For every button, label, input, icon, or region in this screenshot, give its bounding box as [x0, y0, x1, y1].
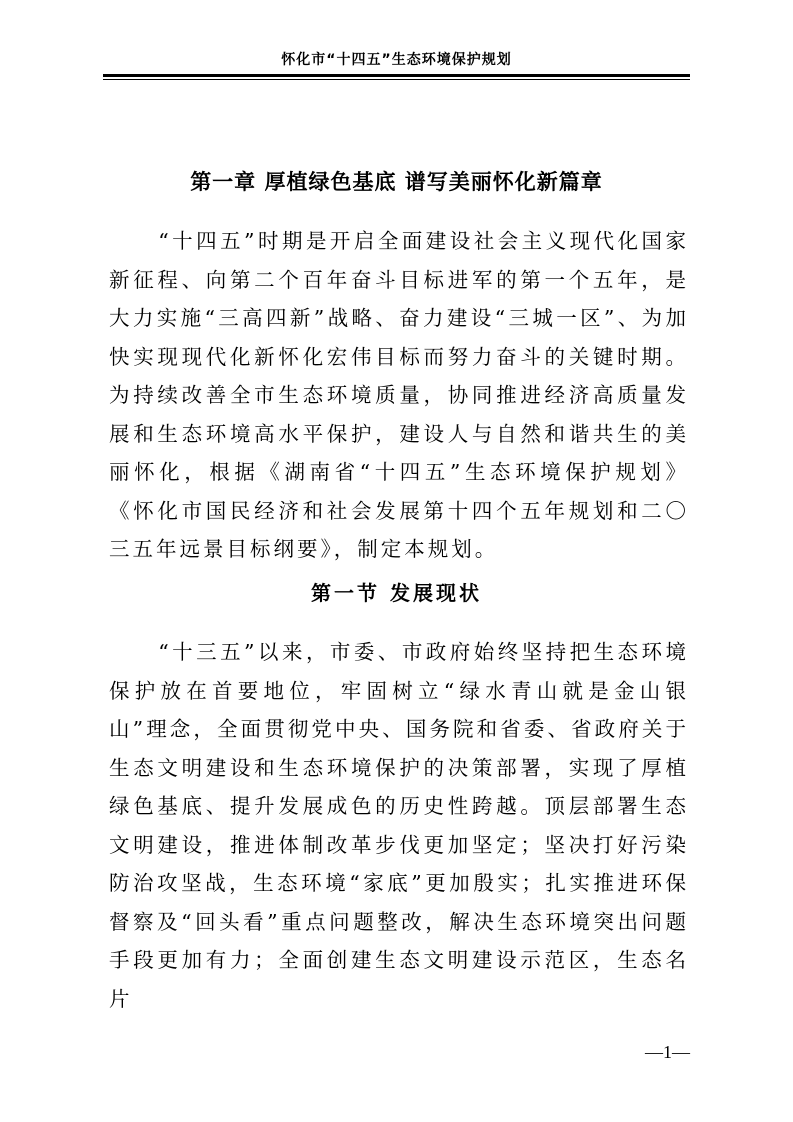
header-rule-thin [103, 79, 690, 80]
header-rule-thick [103, 74, 690, 77]
chapter-intro-paragraph: “十四五”时期是开启全面建设社会主义现代化国家新征程、向第二个百年奋斗目标进军的第一个五年，是大力实施“三高四新”战略、奋力建设“三城一区”、为加快实现现代化新怀化宏伟目标而努力奋斗的关键时期。为持续改善全市生态环境质量，协同推进经济高质量发展和生态环境高水平保护，建设人与自然和谐共生的美丽怀化，根据《湖南省“十四五”生态环境保护规划》《怀化市国民经济和社会发展第十四个五年规划和二〇三五年远景目标纲要》，制定本规划。 [109, 229, 689, 561]
running-header-title: 怀化市“十四五”生态环境保护规划 [281, 52, 512, 68]
chapter-title: 第一章 厚植绿色基底 谱写美丽怀化新篇章 [190, 170, 603, 194]
section-title: 第一节 发展现状 [311, 581, 482, 605]
page-number: —1— [645, 1042, 690, 1062]
section-paragraph: “十三五”以来，市委、市政府始终坚持把生态环境保护放在首要地位，牢固树立“绿水青山就是金山银山”理念，全面贯彻党中央、国务院和省委、省政府关于生态文明建设和生态环境保护的决策部署，实现了厚植绿色基底、提升发展成色的历史性跨越。顶层部署生态文明建设，推进体制改革步伐更加坚定；坚决打好污染防治攻坚战，生态环境“家底”更加殷实；扎实推进环保督察及“回头看”重点问题整改，解决生态环境突出问题手段更加有力；全面创建生态文明建设示范区，生态名片 [109, 640, 689, 1011]
